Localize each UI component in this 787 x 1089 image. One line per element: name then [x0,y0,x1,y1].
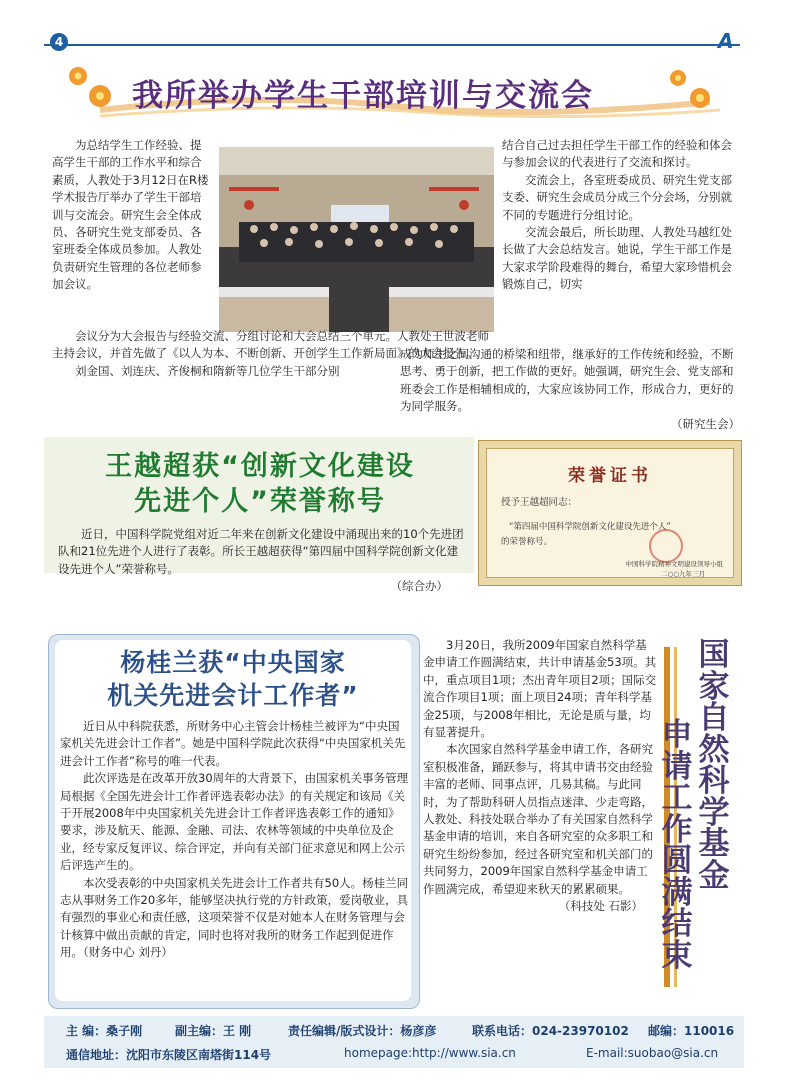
article3-body [60,718,410,962]
article3-paragraph: 近日从中科院获悉，所财务中心主管会计杨桂兰被评为“中央国家机关先进会计工作者”。她是中国科学院此次获得“中央国家机关先进会计工作者”称号的唯一代表。 [60,719,406,768]
article4-paragraph: 3月20日，我所2009年国家自然科学基金申请工作圆满结束，共计申请基金53项。其中，重点项目1项；杰出青年项目2项；国际交流合作项目1项；面上项目24项；青年科学基金25项，与2008年相比，无论是质与量，均有显著提升。 [423,638,657,740]
article3-paragraph: 本次受表彰的中央国家机关先进会计工作者共有50人。杨桂兰同志从事财务工作20多年，能够坚决执行党的方针政策，爱岗敬业，具有强烈的事业心和责任感，这项荣誉不仅是对她本人在财务管理与会计核算中做出贡献的肯定，同时也将对我所的财务工作起到促进作用。（财务中心 刘丹） [60,875,409,960]
article1-intro-paragraph: 为总结学生工作经验、提高学生干部的工作水平和综合素质，人教处于3月12日在R楼学术报告厅举办了学生干部培训与交流会。研究生会全体成员、各研究生党支部委员、各室班委全体成员参加。人教处负责研究生管理的各位老师参加会议。 [52,138,209,292]
article1-col1 [52,137,212,294]
page-number: 4 [50,33,68,51]
article1-paragraph: 会议分为大会报告与经验交流、分组讨论和大会总结三个单元。人教处王世波老师主持会议，并首先做了《以人为本、不断创新、开创学生工作新局面》的大会报告。 [52,329,489,361]
article3-title [60,646,406,712]
article3-title-line1: 杨桂兰获“中央国家 [120,648,346,677]
footer-homepage-link[interactable]: homepage:http://www.sia.cn [344,1046,516,1060]
article4-title-col2: 申请工作圆满结束 [661,717,693,974]
article2-title-line2: 先进个人”荣誉称号 [134,486,386,517]
article4-title-col1: 国家自然科学基金 [698,637,730,894]
article1-paragraph: 成为师生之间沟通的桥梁和纽带，继承好的工作传统和经验，不断思考、勇于创新，把工作做的更好。她强调，研究生会、党支部和班委会工作是相辅相成的，大家应该协同工作，形成合力，更好的为同学服务。 [400,347,734,414]
article1-paragraph: 交流会上，各室班委成员、研究生党支部支委、研究生会成员分成三个分会场，分别就不同的专题进行分组讨论。 [502,172,732,222]
footer-editor: 主 编：桑子刚 [66,1024,143,1038]
top-rule [44,44,740,46]
article4-body [423,637,657,916]
article1-source: （研究生会） [671,416,740,431]
article2-source: （综合办） [390,579,448,594]
certificate-heading: 荣誉证书 [568,466,652,486]
article1-bottom [400,346,740,433]
certificate-recipient: 授予王越超同志： [501,497,578,508]
article2-title [60,449,460,519]
article1-paragraph: 交流会最后，所长助理、人教处马越红处长做了大会总结发言。她说，学生干部工作是大家求学阶段难得的舞台，希望大家珍惜机会锻炼自己，切实 [502,225,732,292]
footer-email-link[interactable]: E-mail:suobao@sia.cn [586,1046,719,1060]
article2-title-line1: 王越超获“创新文化建设 [105,451,415,482]
article2-paragraph: 近日，中国科学院党组对近二年来在创新文化建设中涌现出来的10个先进团队和21位先进个人进行了表彰。所长王越超获得“第四届中国科学院创新文化建设先进个人”荣誉称号。 [58,527,464,576]
footer-design: 责任编辑/版式设计：杨彦彦 [288,1024,437,1038]
group-photo [219,147,494,332]
article1-col3 [502,137,740,294]
footer-postcode: 邮编：110016 [648,1024,735,1038]
article4-source: （科技处 石影） [558,899,643,914]
certificate-suffix: 的荣誉称号。 [501,537,553,547]
footer-address: 通信地址：沈阳市东陵区南塔街114号 [66,1048,272,1062]
article3-title-line2: 机关先进会计工作者” [107,681,359,710]
article1-paragraph: 结合自己过去担任学生干部工作的经验和体会与参加会议的代表进行了交流和探讨。 [502,138,732,170]
article2-body [58,526,468,596]
footer-phone: 联系电话：024-23970102 [472,1024,629,1038]
certificate-issuer: 中国科学院精神文明建设领导小组 [625,560,723,568]
article1-paragraph: 刘金国、刘连庆、齐俊桐和隋新等几位学生干部分别 [75,363,340,378]
certificate-award: “第四届中国科学院创新文化建设先进个人” [509,522,671,532]
article1-title: 我所举办学生干部培训与交流会 [132,78,594,114]
footer-deputy-editor: 副主编：王 刚 [175,1024,252,1038]
article3-paragraph: 此次评选是在改革开放30周年的大背景下，由国家机关事务管理局根据《全国先进会计工作者评选表彰办法》的有关规定和该局《关于开展2008年中央国家机关先进会计工作者评选表彰工作的通知》要求，涉及航天、能源、金融、司法、农林等领域的中央单位及企业，经专家反复评议、综合评定，并向有关部门征求意见和网上公示后评选产生的。 [60,771,409,873]
honor-certificate [478,440,742,586]
certificate-date: 二○○九年三月 [661,570,705,578]
logo-icon: A [718,29,734,53]
seal-stamp-icon [649,529,683,563]
article4-paragraph: 本次国家自然科学基金申请工作，各研究室积极准备，踊跃参与，将其申请书交由经验丰富的老师、同事点评，几易其稿。与此同时，为了帮助科研人员指点迷津、少走弯路，人教处、科技处联合举办了有关国家自然科学基金申请的培训，来自各研究室的众多职工和研究生纷纷参加，经过各研究室和机关部门的共同努力，2009年国家自然科学基金申请工作圆满完成，希望迎来秋天的累累硕果。 [423,742,653,896]
